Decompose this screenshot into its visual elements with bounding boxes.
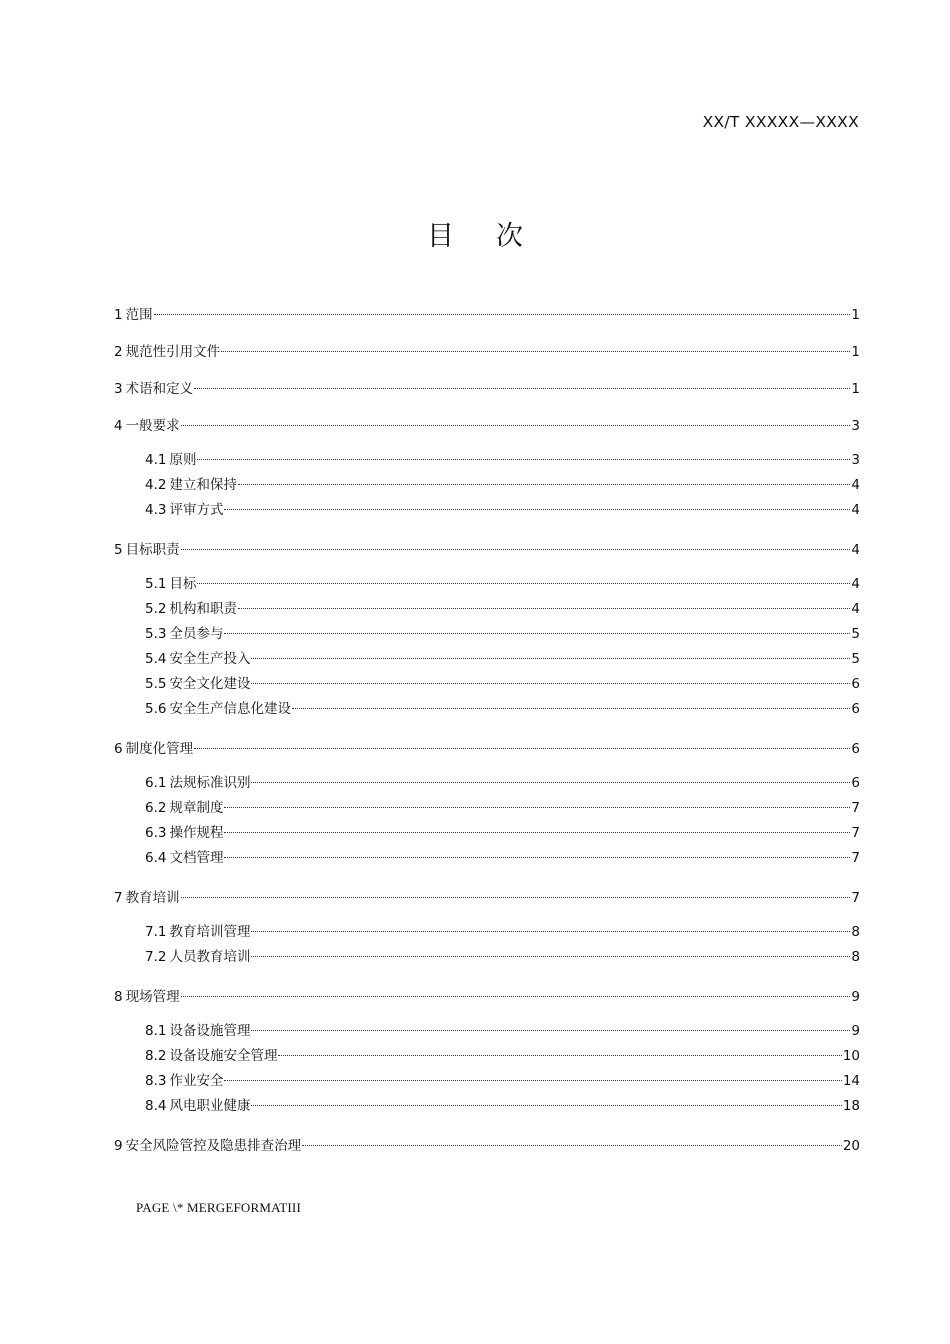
toc-entry[interactable] bbox=[114, 622, 860, 647]
toc-entry[interactable] bbox=[114, 846, 860, 871]
toc-entry-label: 文档管理 bbox=[169, 850, 224, 866]
toc-entry-label: 原则 bbox=[169, 452, 197, 468]
toc-entry-title bbox=[145, 597, 237, 622]
toc-dot-leader bbox=[181, 548, 851, 550]
toc-entry-number: 5.1 bbox=[145, 576, 167, 592]
toc-dot-leader bbox=[251, 1029, 850, 1031]
toc-entry-label: 安全生产信息化建设 bbox=[169, 701, 291, 717]
toc-entry[interactable] bbox=[114, 305, 860, 325]
toc-dot-leader bbox=[251, 781, 850, 783]
toc-entry-page: 14 bbox=[842, 1073, 860, 1089]
toc-entry-number: 9 bbox=[114, 1138, 123, 1154]
toc-entry-number: 8.1 bbox=[145, 1023, 167, 1039]
toc-entry-page: 4 bbox=[851, 542, 860, 558]
toc-entry[interactable] bbox=[114, 647, 860, 672]
toc-entry[interactable] bbox=[114, 416, 860, 436]
toc-entry-page: 18 bbox=[842, 1098, 860, 1114]
toc-dot-leader bbox=[181, 424, 851, 426]
toc-dot-leader bbox=[251, 955, 850, 957]
toc-entry-page: 3 bbox=[851, 452, 860, 468]
toc-entry-label: 操作规程 bbox=[169, 825, 224, 841]
toc-entry-title bbox=[145, 498, 223, 523]
toc-entry-page: 10 bbox=[842, 1048, 860, 1064]
toc-entry-number: 6.1 bbox=[145, 775, 167, 791]
toc-entry-label: 一般要求 bbox=[125, 418, 180, 434]
toc-entry-title bbox=[145, 771, 250, 796]
toc-entry-title bbox=[145, 945, 250, 970]
toc-entry-title bbox=[145, 622, 223, 647]
toc-entry-page: 4 bbox=[851, 502, 860, 518]
toc-entry[interactable] bbox=[114, 540, 860, 560]
toc-entry[interactable] bbox=[114, 1069, 860, 1094]
toc-entry-page: 6 bbox=[851, 775, 860, 791]
toc-entry-title bbox=[145, 647, 250, 672]
toc-entry-number: 5.2 bbox=[145, 601, 167, 617]
toc-entry[interactable] bbox=[114, 920, 860, 945]
toc-entry-page: 4 bbox=[851, 477, 860, 493]
toc-entry-label: 安全风险管控及隐患排查治理 bbox=[125, 1138, 302, 1154]
toc-entry-number: 7.2 bbox=[145, 949, 167, 965]
toc-entry-number: 8.4 bbox=[145, 1098, 167, 1114]
toc-dot-leader bbox=[251, 657, 850, 659]
toc-dot-leader bbox=[278, 1054, 841, 1056]
toc-entry-page: 8 bbox=[851, 924, 860, 940]
toc-entry-page: 9 bbox=[851, 989, 860, 1005]
toc-entry-number: 6 bbox=[114, 741, 123, 757]
toc-entry-page: 4 bbox=[851, 601, 860, 617]
toc-entry-number: 5.3 bbox=[145, 626, 167, 642]
standard-code: XX/T XXXXX—XXXX bbox=[702, 113, 859, 131]
toc-entry-number: 3 bbox=[114, 381, 123, 397]
toc-entry-label: 建立和保持 bbox=[169, 477, 237, 493]
toc-entry-number: 8.3 bbox=[145, 1073, 167, 1089]
page-title: 目次 bbox=[427, 221, 565, 252]
toc-entry-title bbox=[145, 1094, 250, 1119]
toc-entry-page: 7 bbox=[851, 850, 860, 866]
toc-dot-leader bbox=[251, 930, 850, 932]
toc-entry-number: 1 bbox=[114, 307, 123, 323]
toc-entry-title bbox=[145, 1069, 223, 1094]
toc-dot-leader bbox=[197, 582, 850, 584]
toc-entry-label: 教育培训 bbox=[125, 890, 180, 906]
toc-entry-number: 5.5 bbox=[145, 676, 167, 692]
toc-entry-page: 3 bbox=[851, 418, 860, 434]
toc-entry-label: 术语和定义 bbox=[125, 381, 194, 397]
toc-entry-label: 设备设施管理 bbox=[169, 1023, 251, 1039]
toc-entry-number: 8.2 bbox=[145, 1048, 167, 1064]
toc-dot-leader bbox=[302, 1144, 842, 1146]
toc-entry-number: 6.4 bbox=[145, 850, 167, 866]
toc-entry-page: 5 bbox=[851, 626, 860, 642]
toc-entry[interactable] bbox=[114, 1094, 860, 1119]
toc-entry-page: 1 bbox=[851, 381, 860, 397]
toc-entry-label: 目标职责 bbox=[125, 542, 180, 558]
toc-dot-leader bbox=[197, 458, 850, 460]
toc-entry[interactable] bbox=[114, 888, 860, 908]
toc-entry[interactable] bbox=[114, 597, 860, 622]
toc-entry-number: 5 bbox=[114, 542, 123, 558]
toc-entry-page: 7 bbox=[851, 800, 860, 816]
toc-entry-page: 9 bbox=[851, 1023, 860, 1039]
toc-entry-label: 教育培训管理 bbox=[169, 924, 251, 940]
toc-entry-label: 范围 bbox=[125, 307, 153, 323]
toc-entry-page: 20 bbox=[842, 1138, 860, 1154]
toc-entry-number: 6.3 bbox=[145, 825, 167, 841]
toc-entry-title bbox=[145, 697, 291, 722]
table-of-contents bbox=[114, 305, 860, 1156]
toc-entry-number: 7.1 bbox=[145, 924, 167, 940]
toc-entry-label: 现场管理 bbox=[125, 989, 180, 1005]
toc-entry-number: 4.2 bbox=[145, 477, 167, 493]
toc-entry-page: 8 bbox=[851, 949, 860, 965]
toc-entry[interactable] bbox=[114, 572, 860, 597]
toc-dot-leader bbox=[224, 632, 850, 634]
toc-entry-title bbox=[114, 888, 180, 908]
toc-entry-label: 目标 bbox=[169, 576, 197, 592]
toc-entry[interactable] bbox=[114, 739, 860, 759]
toc-entry-title bbox=[114, 379, 193, 399]
toc-entry[interactable] bbox=[114, 796, 860, 821]
toc-entry-page: 4 bbox=[851, 576, 860, 592]
toc-entry-title bbox=[145, 821, 223, 846]
toc-entry-page: 6 bbox=[851, 701, 860, 717]
toc-entry[interactable] bbox=[114, 448, 860, 473]
toc-entry-label: 人员教育培训 bbox=[169, 949, 251, 965]
toc-entry-title bbox=[114, 305, 153, 325]
toc-entry-label: 设备设施安全管理 bbox=[169, 1048, 278, 1064]
toc-entry[interactable] bbox=[114, 987, 860, 1007]
toc-entry-page: 7 bbox=[851, 890, 860, 906]
toc-entry-number: 6.2 bbox=[145, 800, 167, 816]
toc-dot-leader bbox=[292, 707, 850, 709]
toc-dot-leader bbox=[181, 995, 851, 997]
toc-entry[interactable] bbox=[114, 1044, 860, 1069]
toc-dot-leader bbox=[194, 387, 850, 389]
toc-entry-title bbox=[114, 342, 220, 362]
toc-dot-leader bbox=[251, 682, 850, 684]
toc-entry[interactable] bbox=[114, 342, 860, 362]
toc-entry-number: 2 bbox=[114, 344, 123, 360]
toc-dot-leader bbox=[238, 483, 850, 485]
toc-entry-page: 6 bbox=[851, 676, 860, 692]
toc-entry-title bbox=[145, 846, 223, 871]
toc-dot-leader bbox=[181, 896, 851, 898]
toc-entry-title bbox=[145, 1019, 250, 1044]
toc-dot-leader bbox=[224, 508, 850, 510]
toc-entry-number: 5.6 bbox=[145, 701, 167, 717]
toc-entry-label: 安全文化建设 bbox=[169, 676, 251, 692]
toc-dot-leader bbox=[194, 747, 850, 749]
toc-entry[interactable] bbox=[114, 1136, 860, 1156]
toc-entry[interactable] bbox=[114, 771, 860, 796]
toc-entry-label: 评审方式 bbox=[169, 502, 224, 518]
toc-entry[interactable] bbox=[114, 379, 860, 399]
page-footer-field: PAGE \* MERGEFORMATIII bbox=[136, 1200, 301, 1215]
toc-entry[interactable] bbox=[114, 821, 860, 846]
toc-entry-title bbox=[145, 796, 223, 821]
toc-dot-leader bbox=[221, 350, 850, 352]
toc-dot-leader bbox=[224, 831, 850, 833]
toc-dot-leader bbox=[154, 313, 851, 315]
toc-entry[interactable] bbox=[114, 1019, 860, 1044]
toc-entry-label: 风电职业健康 bbox=[169, 1098, 251, 1114]
toc-entry-label: 法规标准识别 bbox=[169, 775, 251, 791]
toc-entry-title bbox=[114, 416, 180, 436]
toc-dot-leader bbox=[251, 1104, 841, 1106]
toc-entry-number: 5.4 bbox=[145, 651, 167, 667]
toc-dot-leader bbox=[224, 1079, 841, 1081]
toc-entry-number: 8 bbox=[114, 989, 123, 1005]
toc-entry-number: 7 bbox=[114, 890, 123, 906]
toc-entry[interactable] bbox=[114, 672, 860, 697]
toc-entry-title bbox=[145, 672, 250, 697]
toc-entry-label: 作业安全 bbox=[169, 1073, 224, 1089]
toc-dot-leader bbox=[224, 856, 850, 858]
toc-entry-title bbox=[145, 473, 237, 498]
toc-entry[interactable] bbox=[114, 498, 860, 523]
toc-entry[interactable] bbox=[114, 473, 860, 498]
toc-entry-number: 4.3 bbox=[145, 502, 167, 518]
toc-entry-page: 5 bbox=[851, 651, 860, 667]
toc-entry-title bbox=[145, 920, 250, 945]
toc-entry-page: 1 bbox=[851, 344, 860, 360]
toc-entry-label: 机构和职责 bbox=[169, 601, 237, 617]
toc-dot-leader bbox=[224, 806, 850, 808]
toc-entry-label: 安全生产投入 bbox=[169, 651, 251, 667]
toc-entry-title bbox=[145, 1044, 277, 1069]
toc-entry-label: 制度化管理 bbox=[125, 741, 194, 757]
toc-entry-page: 6 bbox=[851, 741, 860, 757]
toc-entry-title bbox=[114, 739, 193, 759]
toc-entry[interactable] bbox=[114, 697, 860, 722]
toc-entry-title bbox=[145, 572, 196, 597]
toc-entry-title bbox=[145, 448, 196, 473]
toc-entry-page: 1 bbox=[851, 307, 860, 323]
toc-entry-number: 4 bbox=[114, 418, 123, 434]
toc-entry-page: 7 bbox=[851, 825, 860, 841]
toc-entry[interactable] bbox=[114, 945, 860, 970]
toc-entry-number: 4.1 bbox=[145, 452, 167, 468]
toc-dot-leader bbox=[238, 607, 850, 609]
toc-entry-title bbox=[114, 987, 180, 1007]
toc-entry-label: 规章制度 bbox=[169, 800, 224, 816]
toc-entry-label: 规范性引用文件 bbox=[125, 344, 221, 360]
toc-entry-title bbox=[114, 1136, 301, 1156]
toc-entry-title bbox=[114, 540, 180, 560]
toc-entry-label: 全员参与 bbox=[169, 626, 224, 642]
